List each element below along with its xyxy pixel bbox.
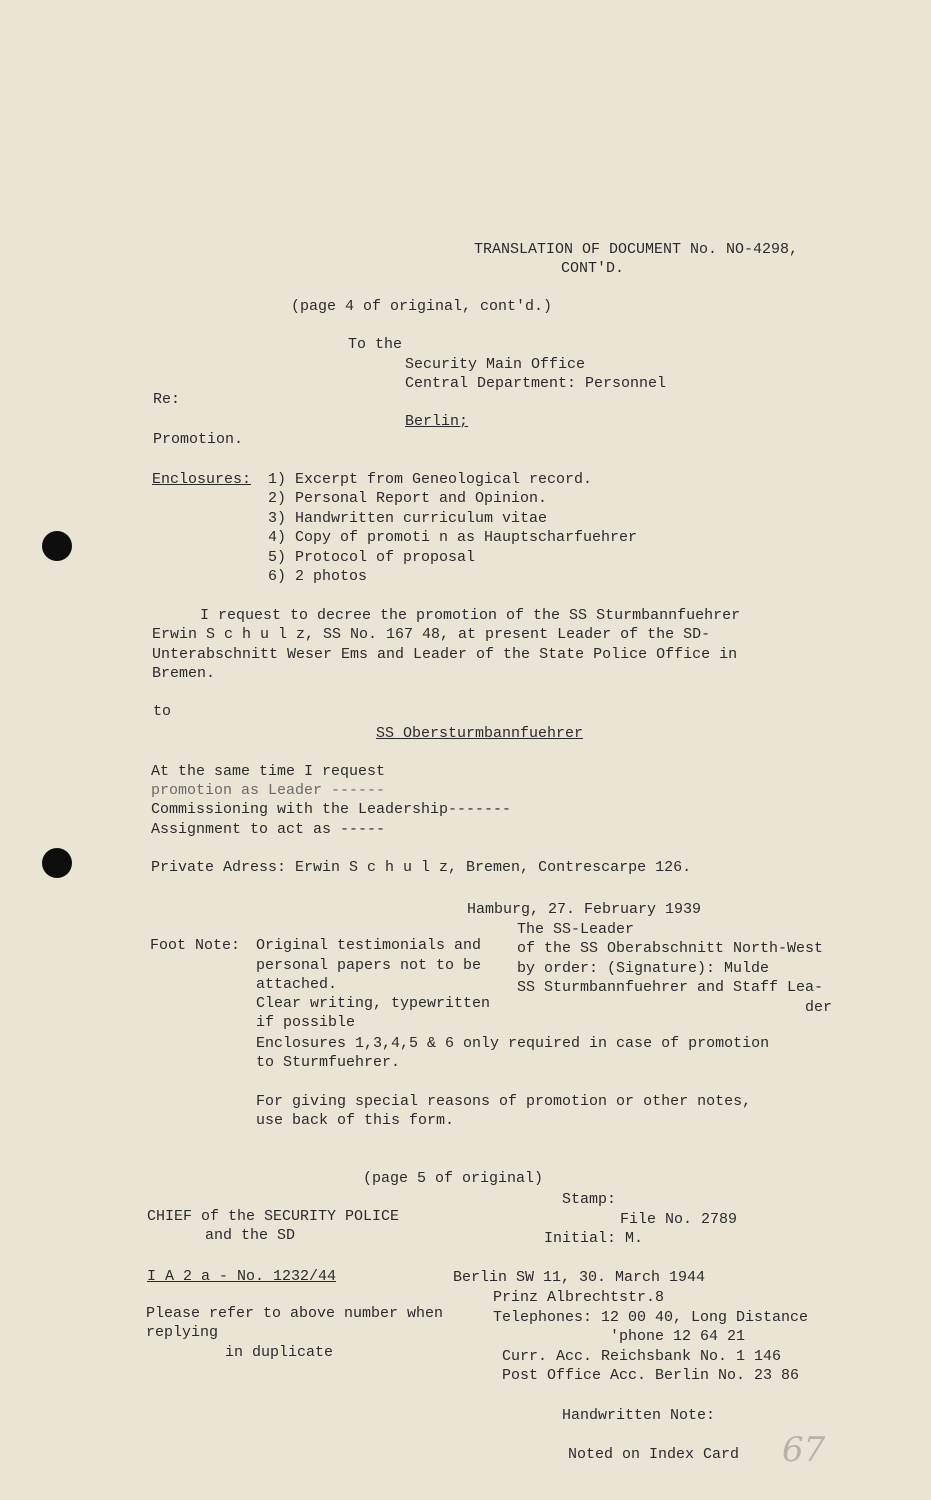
- same-time-line4: Assignment to act as -----: [151, 821, 386, 838]
- footnote-line7: to Sturmfuehrer.: [256, 1054, 401, 1071]
- handwritten-note: Noted on Index Card: [568, 1446, 740, 1463]
- same-time-line3: Commissioning with the Leadership-------: [151, 801, 512, 818]
- footnote-line6: Enclosures 1,3,4,5 & 6 only required in case of promotion: [256, 1035, 770, 1052]
- re-subject: Promotion.: [153, 431, 244, 448]
- footnote-line2: personal papers not to be: [256, 957, 482, 974]
- enclosure-item: 2) Personal Report and Opinion.: [268, 490, 548, 507]
- enclosures-label: Enclosures:: [152, 471, 252, 488]
- request-line2: Erwin S c h u l z, SS No. 167 48, at present Leader of the SD-: [152, 626, 711, 643]
- place-date: Hamburg, 27. February 1939: [467, 901, 702, 918]
- letterhead-line1: Berlin SW 11, 30. March 1944: [453, 1269, 706, 1286]
- address-line2: Central Department: Personnel: [405, 375, 667, 392]
- to-word: to: [153, 703, 172, 720]
- chief-line1: CHIEF of the SECURITY POLICE: [147, 1208, 400, 1225]
- letterhead-line3: Telephones: 12 00 40, Long Distance: [493, 1309, 809, 1326]
- punch-hole-bottom: [42, 848, 72, 878]
- header-contd: CONT'D.: [561, 260, 625, 277]
- letterhead-line6: Post Office Acc. Berlin No. 23 86: [502, 1367, 800, 1384]
- refer-note-line3: in duplicate: [225, 1344, 334, 1361]
- stamp-initial: Initial: M.: [544, 1230, 644, 1247]
- enclosure-item: 1) Excerpt from Geneological record.: [268, 471, 593, 488]
- chief-line2: and the SD: [205, 1227, 296, 1244]
- handwritten-label: Handwritten Note:: [562, 1407, 716, 1424]
- punch-hole-top: [42, 531, 72, 561]
- re-label: Re:: [153, 391, 181, 408]
- page4-note: (page 4 of original, cont'd.): [291, 298, 553, 315]
- refer-note-line1: Please refer to above number when: [146, 1305, 444, 1322]
- same-time-line2: promotion as Leader ------: [151, 782, 386, 799]
- private-address: Private Adress: Erwin S c h u l z, Bremen, Contrescarpe 126.: [151, 859, 692, 876]
- same-time-line1: At the same time I request: [151, 763, 386, 780]
- signature-line5: der: [805, 999, 833, 1016]
- signature-line1: The SS-Leader: [517, 921, 635, 938]
- rank: SS Obersturmbannfuehrer: [376, 725, 584, 742]
- request-line1: I request to decree the promotion of the SS Sturmbannfuehrer: [200, 607, 741, 624]
- footnote-line1: Original testimonials and: [256, 937, 482, 954]
- footnote-line9: use back of this form.: [256, 1112, 455, 1129]
- footnote-label: Foot Note:: [150, 937, 241, 954]
- header-title: TRANSLATION OF DOCUMENT No. NO-4298,: [474, 241, 799, 258]
- page5-note: (page 5 of original): [363, 1170, 544, 1187]
- refer-note-line2: replying: [146, 1324, 219, 1341]
- enclosure-item: 3) Handwritten curriculum vitae: [268, 510, 548, 527]
- request-line4: Bremen.: [152, 665, 216, 682]
- enclosure-item: 5) Protocol of proposal: [268, 549, 476, 566]
- reference-number: I A 2 a - No. 1232/44: [147, 1268, 337, 1285]
- request-line3: Unterabschnitt Weser Ems and Leader of the State Police Office in: [152, 646, 738, 663]
- address-line1: Security Main Office: [405, 356, 586, 373]
- enclosure-item: 4) Copy of promoti n as Hauptscharfuehrer: [268, 529, 638, 546]
- signature-line2: of the SS Oberabschnitt North-West: [517, 940, 824, 957]
- stamp-file: File No. 2789: [620, 1211, 738, 1228]
- letterhead-line2: Prinz Albrechtstr.8: [493, 1289, 665, 1306]
- address-to: To the: [348, 336, 403, 353]
- footnote-line4: Clear writing, typewritten: [256, 995, 491, 1012]
- letterhead-line4: 'phone 12 64 21: [610, 1328, 746, 1345]
- footnote-line5: if possible: [256, 1014, 356, 1031]
- enclosure-item: 6) 2 photos: [268, 568, 368, 585]
- stamp-label: Stamp:: [562, 1191, 617, 1208]
- handwritten-page-number: 67: [782, 1430, 826, 1470]
- signature-line4: SS Sturmbannfuehrer and Staff Lea-: [517, 979, 824, 996]
- footnote-line8: For giving special reasons of promotion or other notes,: [256, 1093, 752, 1110]
- footnote-line3: attached.: [256, 976, 338, 993]
- letterhead-line5: Curr. Acc. Reichsbank No. 1 146: [502, 1348, 782, 1365]
- address-city: Berlin;: [405, 413, 469, 430]
- signature-line3: by order: (Signature): Mulde: [517, 960, 770, 977]
